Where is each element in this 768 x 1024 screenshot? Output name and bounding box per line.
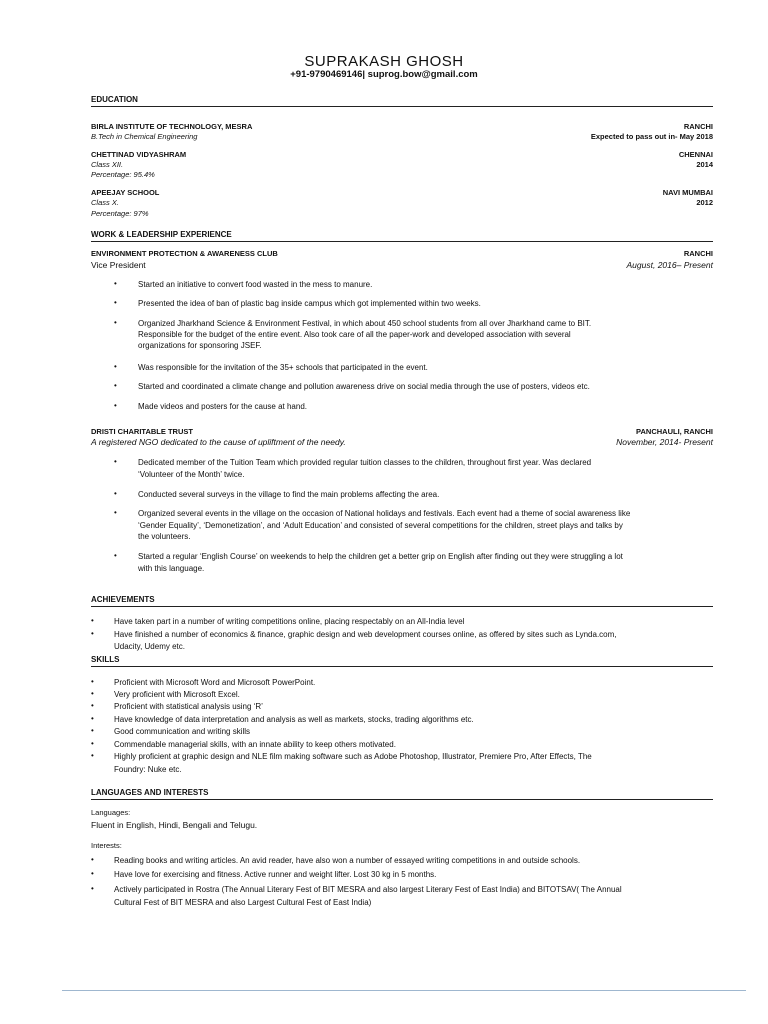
- bullet-icon: •: [114, 551, 117, 560]
- work-role: A registered NGO dedicated to the cause of upliftment of the needy.: [91, 437, 346, 447]
- section-title-skills: SKILLS: [91, 655, 120, 664]
- edu-date: Expected to pass out in- May 2018: [590, 132, 713, 141]
- bullet-icon: •: [114, 279, 117, 288]
- work-org: ENVIRONMENT PROTECTION & AWARENESS CLUB: [91, 249, 278, 258]
- bullet-text: Responsible for the budget of the entire event. Also took care of all the paper-work and developed association with several: [138, 330, 571, 339]
- languages-text: Fluent in English, Hindi, Bengali and Telugu.: [91, 820, 258, 830]
- bullet-text: Started and coordinated a climate change and pollution awareness drive on social media through the use of posters, videos etc.: [138, 382, 590, 391]
- bullet-icon: •: [91, 616, 94, 625]
- bullet-icon: •: [114, 508, 117, 517]
- bullet-text: Highly proficient at graphic design and NLE film making software such as Adobe Photoshop, Illustrator, Premiere Pro, After Effects, The: [114, 752, 592, 761]
- edu-location: RANCHI: [683, 122, 713, 131]
- contact-info: +91-9790469146| suprog.bow@gmail.com: [290, 69, 478, 80]
- work-location: PANCHAULI, RANCHI: [636, 427, 713, 436]
- work-date: August, 2016– Present: [626, 260, 713, 270]
- edu-institution: APEEJAY SCHOOL: [91, 188, 160, 197]
- bullet-icon: •: [114, 381, 117, 390]
- bullet-text: Started an initiative to convert food wasted in the mess to manure.: [138, 280, 373, 289]
- bullet-icon: •: [91, 855, 94, 864]
- section-divider: [91, 799, 713, 800]
- bullet-text: with this language.: [138, 563, 205, 573]
- section-title-achievements: ACHIEVEMENTS: [91, 595, 155, 604]
- bullet-text: Have knowledge of data interpretation and analysis as well as markets, stocks, trading algorithms etc.: [114, 715, 474, 724]
- bullet-text: Proficient with statistical analysis using ‘R’: [114, 702, 263, 711]
- bullet-icon: •: [91, 726, 94, 735]
- section-title-education: EDUCATION: [91, 95, 138, 104]
- bullet-icon: •: [91, 739, 94, 748]
- bullet-text: Have finished a number of economics & finance, graphic design and web development courses online, as offered by sites such as Lynda.com,: [114, 630, 617, 639]
- bullet-icon: •: [91, 869, 94, 878]
- page-footer-line: [62, 990, 746, 991]
- section-divider: [91, 666, 713, 667]
- bullet-text: Very proficient with Microsoft Excel.: [114, 690, 240, 699]
- bullet-text: Commendable managerial skills, with an innate ability to keep others motivated.: [114, 740, 396, 749]
- section-title-languages: LANGUAGES AND INTERESTS: [91, 788, 209, 797]
- bullet-icon: •: [91, 689, 94, 698]
- bullet-text: Cultural Fest of BIT MESRA and also Largest Cultural Fest of East India): [114, 898, 372, 907]
- bullet-icon: •: [91, 884, 94, 893]
- bullet-text: organizations for sponsoring JSEF.: [138, 341, 262, 350]
- section-divider: [91, 106, 713, 107]
- edu-institution: BIRLA INSTITUTE OF TECHNOLOGY, MESRA: [91, 122, 253, 131]
- bullet-text: ‘Volunteer of the Month’ twice.: [138, 469, 245, 479]
- edu-percentage: Percentage: 97%: [91, 209, 149, 218]
- bullet-icon: •: [91, 701, 94, 710]
- edu-institution: CHETTINAD VIDYASHRAM: [91, 150, 187, 159]
- bullet-icon: •: [114, 489, 117, 498]
- bullet-text: Presented the idea of ban of plastic bag inside campus which got implemented within two weeks.: [138, 299, 481, 308]
- bullet-icon: •: [114, 298, 117, 307]
- edu-date: 2014: [696, 160, 713, 169]
- bullet-text: Was responsible for the invitation of the 35+ schools that participated in the event.: [138, 363, 428, 372]
- edu-percentage: Percentage: 95.4%: [91, 170, 155, 179]
- edu-degree: B.Tech in Chemical Engineering: [91, 132, 198, 141]
- bullet-text: Have taken part in a number of writing competitions online, placing respectably on an All-India level: [114, 617, 465, 626]
- edu-degree: Class XII.: [91, 160, 124, 169]
- bullet-icon: •: [114, 318, 117, 327]
- work-role: Vice President: [91, 260, 146, 270]
- bullet-text: ‘Gender Equality’, ‘Demonetization’, and ‘Adult Education’ and consisted of several competitions for the children, street plays and talks by: [138, 520, 623, 530]
- section-divider: [91, 606, 713, 607]
- candidate-name: SUPRAKASH GHOSH: [304, 53, 464, 70]
- bullet-text: Actively participated in Rostra (The Annual Literary Fest of BIT MESRA and also largest Literary Fest of East India) and BITOTSAV( The Annual: [114, 885, 622, 894]
- bullet-text: the volunteers.: [138, 532, 191, 541]
- bullet-icon: •: [91, 629, 94, 638]
- bullet-text: Reading books and writing articles. An avid reader, have also won a number of essayed writing competitions in and outside schools.: [114, 856, 581, 865]
- bullet-icon: •: [114, 457, 117, 466]
- section-divider: [91, 241, 713, 242]
- bullet-text: Have love for exercising and fitness. Active runner and weight lifter. Lost 30 kg in 5 months.: [114, 870, 437, 879]
- bullet-text: Foundry: Nuke etc.: [114, 764, 182, 774]
- bullet-text: Good communication and writing skills: [114, 727, 251, 736]
- bullet-text: Made videos and posters for the cause at hand.: [138, 402, 307, 411]
- edu-date: 2012: [696, 198, 713, 207]
- bullet-text: Organized Jharkhand Science & Environment Festival, in which about 450 school students from all over Jharkhand came to BIT.: [138, 319, 592, 328]
- bullet-text: Proficient with Microsoft Word and Microsoft PowerPoint.: [114, 678, 316, 687]
- bullet-text: Udacity, Udemy etc.: [114, 642, 185, 651]
- bullet-text: Conducted several surveys in the village to find the main problems affecting the area.: [138, 490, 440, 499]
- work-location: RANCHI: [683, 249, 713, 258]
- edu-location: CHENNAI: [678, 150, 713, 159]
- interests-label: Interests:: [91, 841, 122, 850]
- work-org: DRISTI CHARITABLE TRUST: [91, 427, 193, 436]
- languages-label: Languages:: [91, 808, 131, 817]
- work-date: November, 2014- Present: [616, 437, 713, 447]
- bullet-icon: •: [114, 401, 117, 410]
- section-title-work: WORK & LEADERSHIP EXPERIENCE: [91, 230, 232, 239]
- bullet-icon: •: [114, 362, 117, 371]
- bullet-icon: •: [91, 714, 94, 723]
- bullet-text: Organized several events in the village on the occasion of National holidays and festivals. Each event had a theme of social awareness like: [138, 509, 631, 518]
- bullet-icon: •: [91, 751, 94, 760]
- edu-location: NAVI MUMBAI: [662, 188, 713, 197]
- bullet-icon: •: [91, 677, 94, 686]
- edu-degree: Class X.: [91, 198, 119, 207]
- bullet-text: Dedicated member of the Tuition Team which provided regular tuition classes to the children, throughout first year. Was declared: [138, 458, 592, 467]
- bullet-text: Started a regular ‘English Course’ on weekends to help the children get a better grip on English after finding out they were struggling a lot: [138, 552, 623, 561]
